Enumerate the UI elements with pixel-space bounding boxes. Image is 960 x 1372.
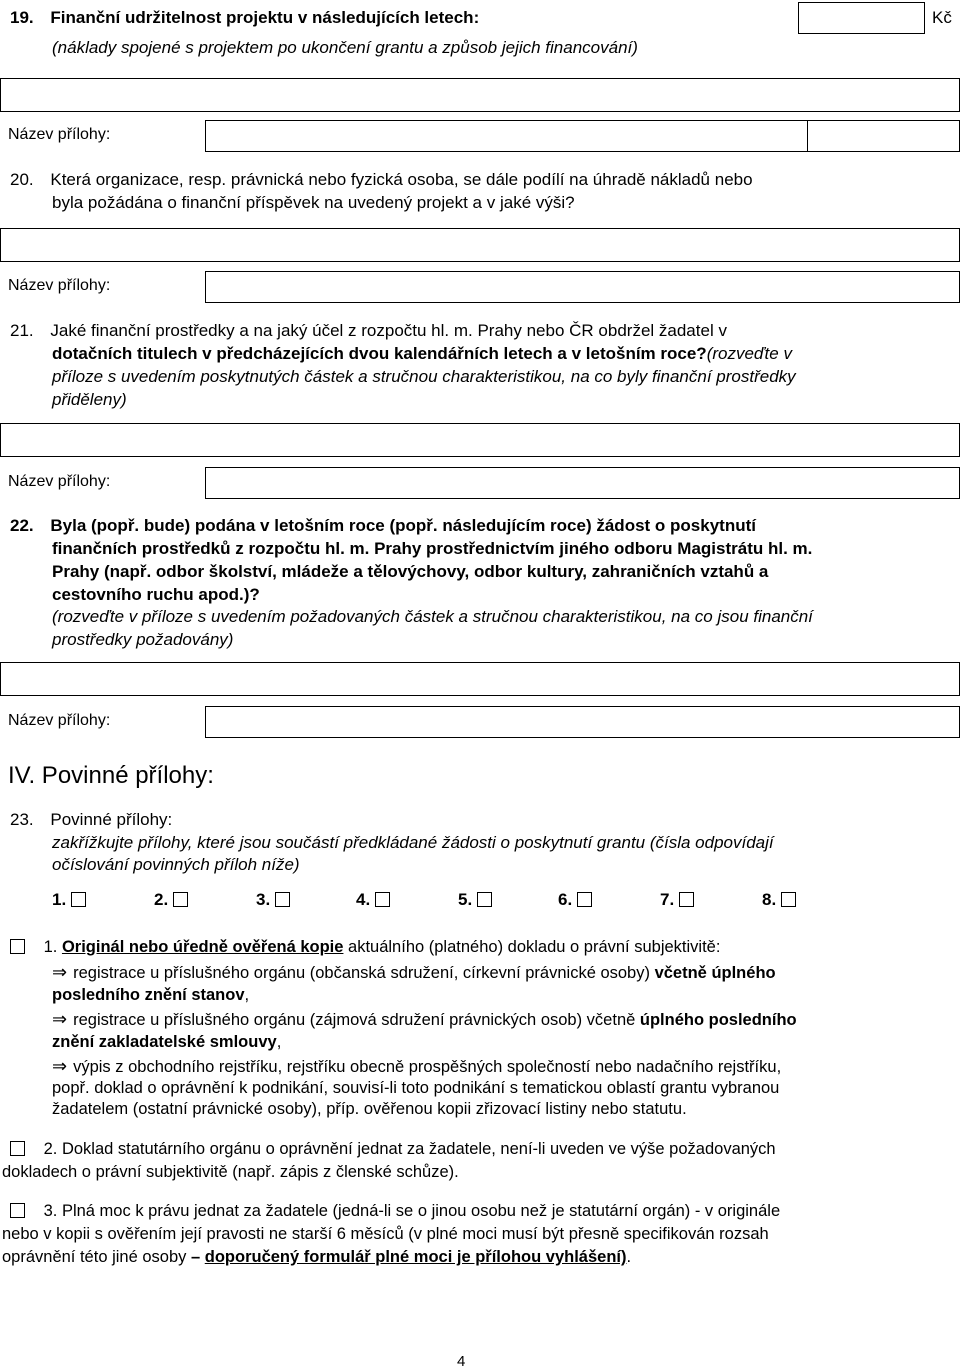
q20-answer-field[interactable] xyxy=(0,228,960,262)
item3-number: 3. xyxy=(43,1202,58,1220)
item3-line3-bold: doporučený formulář plné moci je přílohou vyhlášení) xyxy=(204,1248,627,1266)
checkbox-label: 7. xyxy=(660,890,675,909)
item1-b1-bold: včetně úplného xyxy=(654,964,776,982)
checkbox-group-1 xyxy=(52,890,86,910)
item1-b2-bold: úplného posledního xyxy=(639,1011,797,1029)
checkbox-row xyxy=(52,890,832,914)
section-title: IV. Povinné přílohy: xyxy=(8,762,214,789)
item1-b3-line1: výpis z obchodního rejstříku, rejstříku obecně prospěšných společností nebo nadačního rejstříku, xyxy=(73,1058,782,1076)
page-number: 4 xyxy=(457,1353,466,1370)
checkbox-3[interactable] xyxy=(275,892,290,907)
item1-title-rest: aktuálního (platného) dokladu o právní subjektivitě: xyxy=(348,938,721,956)
item1-bullet2-line2 xyxy=(52,1032,281,1053)
q21-text1: Jaké finanční prostředky a na jaký účel z rozpočtu hl. m. Prahy nebo ČR obdržel žadatel v xyxy=(50,321,727,340)
q23-number: 23. xyxy=(10,810,34,829)
item3-line3-dash: – xyxy=(186,1248,205,1266)
item1-bullet1-line2 xyxy=(52,985,249,1006)
q22-line5: (rozveďte v příloze s uvedením požadovaných částek a stručnou charakteristikou, na co jsou finanční xyxy=(52,607,813,626)
q22-line1 xyxy=(10,514,756,537)
item1-title-underlined: Originál nebo úředně ověřená kopie xyxy=(61,938,344,956)
checkbox-label: 3. xyxy=(256,890,271,909)
item2-text1: Doklad statutárního orgánu o oprávnění jednat za žadatele, není-li uveden ve výše požadovaných xyxy=(61,1140,776,1158)
item2-line1 xyxy=(10,1139,776,1160)
arrow-icon: ⇒ xyxy=(52,1009,68,1029)
checkbox-2[interactable] xyxy=(173,892,188,907)
item1-b1-line2-end: , xyxy=(244,986,250,1004)
checkbox-5[interactable] xyxy=(477,892,492,907)
q19-title: Finanční udržitelnost projektu v následujících letech: xyxy=(50,8,480,27)
q21-text2-italic: (rozveďte v xyxy=(706,344,792,363)
q21-number: 21. xyxy=(10,321,34,340)
q21-attachment-label: Název přílohy: xyxy=(8,473,111,490)
checkbox-group-2 xyxy=(154,890,188,910)
q22-number: 22. xyxy=(10,516,34,535)
q22-attachment-label: Název přílohy: xyxy=(8,712,111,729)
item1-title xyxy=(10,937,720,958)
checkbox-group-5 xyxy=(458,890,492,910)
item1-b2-line2-bold: znění zakladatelské smlouvy xyxy=(52,1033,277,1051)
checkbox-label: 5. xyxy=(458,890,473,909)
checkbox-group-6 xyxy=(558,890,592,910)
q20-number: 20. xyxy=(10,170,34,189)
q21-line4: přiděleny) xyxy=(52,390,127,409)
q22-attachment-field[interactable] xyxy=(205,706,960,738)
item1-bullet1 xyxy=(52,962,776,984)
q23-title: Povinné přílohy: xyxy=(50,810,173,829)
q22-line6: prostředky požadovány) xyxy=(52,630,234,649)
item3-line3 xyxy=(2,1247,631,1268)
q19-attachment-field-2[interactable] xyxy=(807,120,960,152)
item3-line1 xyxy=(10,1201,780,1222)
q20-attachment-label: Název přílohy: xyxy=(8,277,111,294)
item2-checkbox[interactable] xyxy=(10,1141,25,1156)
q21-line3: příloze s uvedením poskytnutých částek a stručnou charakteristikou, na co byly finanční prostředky xyxy=(52,367,796,386)
q19-subtitle: (náklady spojené s projektem po ukončení grantu a způsob jejich financování) xyxy=(52,38,638,57)
item1-b1-line2-bold: posledního znění stanov xyxy=(52,986,245,1004)
item3-line2: nebo v kopii s ověřením její pravosti ne starší 6 měsíců (v plné moci musí být přesně specifikován rozsah xyxy=(2,1225,769,1243)
item1-b2-line2-end: , xyxy=(276,1033,282,1051)
q20-line2: byla požádána o finanční příspěvek na uvedený projekt a v jaké výši? xyxy=(52,193,575,212)
q19-amount-field[interactable] xyxy=(798,2,925,34)
checkbox-7[interactable] xyxy=(679,892,694,907)
checkbox-1[interactable] xyxy=(71,892,86,907)
checkbox-label: 8. xyxy=(762,890,777,909)
item2-number: 2. xyxy=(43,1140,58,1158)
checkbox-group-4 xyxy=(356,890,390,910)
checkbox-label: 2. xyxy=(154,890,169,909)
checkbox-label: 6. xyxy=(558,890,573,909)
checkbox-8[interactable] xyxy=(781,892,796,907)
checkbox-group-8 xyxy=(762,890,796,910)
checkbox-label: 1. xyxy=(52,890,67,909)
arrow-icon: ⇒ xyxy=(52,1056,68,1076)
q22-line3: Prahy (např. odbor školství, mládeže a tělovýchovy, odbor kultury, zahraničních vztahů a xyxy=(52,562,769,581)
item1-b3-line3: žadatelem (ostatní právnické osoby), příp. ověřenou kopii zřizovací listiny nebo statutu. xyxy=(52,1100,687,1118)
item3-checkbox[interactable] xyxy=(10,1203,25,1218)
q23-line1: zakřížkujte přílohy, které jsou součástí předkládané žádosti o poskytnutí grantu (čísla odpovídají xyxy=(52,833,774,852)
item3-line3-end: . xyxy=(626,1248,632,1266)
q23-heading xyxy=(10,808,172,831)
checkbox-group-7 xyxy=(660,890,694,910)
q21-line1 xyxy=(10,319,727,342)
item1-number: 1. xyxy=(43,938,58,956)
q20-text1: Která organizace, resp. právnická nebo fyzická osoba, se dále podílí na úhradě nákladů nebo xyxy=(50,170,753,189)
q19-number: 19. xyxy=(10,8,34,27)
q21-answer-field[interactable] xyxy=(0,423,960,457)
item1-bullet2 xyxy=(52,1009,797,1031)
q21-line2 xyxy=(52,342,792,365)
q23-line2: očíslování povinných příloh níže) xyxy=(52,855,300,874)
q22-answer-field[interactable] xyxy=(0,662,960,696)
q19-attachment-label: Název přílohy: xyxy=(8,126,111,143)
item3-text1: Plná moc k právu jednat za žadatele (jedná-li se o jinou osobu než je statutární orgán) - v originále xyxy=(61,1202,781,1220)
checkbox-6[interactable] xyxy=(577,892,592,907)
q21-text2-bold: dotačních titulech v předcházejících dvou kalendářních letech a v letošním roce? xyxy=(52,344,707,363)
item1-b3-line2: popř. doklad o oprávnění k podnikání, souvisí-li toto podnikání s tematickou oblastí grantu vybranou xyxy=(52,1079,780,1097)
currency-label: Kč xyxy=(932,8,952,27)
item3-line3-start: oprávnění této jiné osoby xyxy=(2,1248,187,1266)
q21-attachment-field[interactable] xyxy=(205,467,960,499)
q22-text1: Byla (popř. bude) podána v letošním roce (popř. následujícím roce) žádost o poskytnutí xyxy=(50,516,756,535)
item1-b1-text: registrace u příslušného orgánu (občanská sdružení, církevní právnické osoby) xyxy=(73,964,650,982)
checkbox-group-3 xyxy=(256,890,290,910)
q19-answer-field[interactable] xyxy=(0,78,960,112)
q20-line1 xyxy=(10,168,753,191)
item1-b2-text: registrace u příslušného orgánu (zájmová sdružení právnických osob) včetně xyxy=(73,1011,636,1029)
arrow-icon: ⇒ xyxy=(52,962,68,982)
q22-line4: cestovního ruchu apod.)? xyxy=(52,585,260,604)
item1-checkbox[interactable] xyxy=(10,939,25,954)
item2-line2: dokladech o právní subjektivitě (např. zápis z členské schůze). xyxy=(2,1163,459,1181)
checkbox-4[interactable] xyxy=(375,892,390,907)
q22-line2: finančních prostředků z rozpočtu hl. m. Prahy prostřednictvím jiného odboru Magistrátu hl. m. xyxy=(52,539,813,558)
q20-attachment-field[interactable] xyxy=(205,271,960,303)
q19-attachment-field[interactable] xyxy=(205,120,808,152)
item1-bullet3 xyxy=(52,1056,781,1078)
q19-heading xyxy=(10,6,479,29)
checkbox-label: 4. xyxy=(356,890,371,909)
